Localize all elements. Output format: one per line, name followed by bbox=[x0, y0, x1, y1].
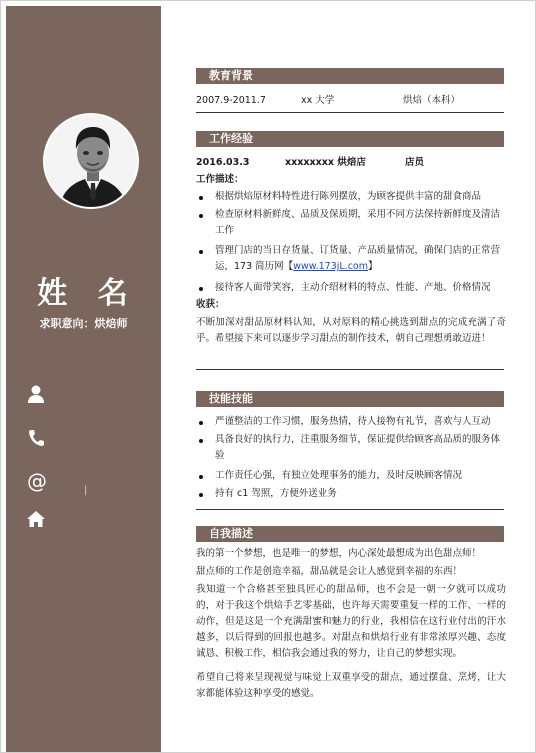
bullet-dot bbox=[199, 250, 203, 254]
bullet-dot bbox=[199, 493, 203, 497]
bullet-dot bbox=[199, 421, 203, 425]
skill-bullet-4: 持有 c1 驾照，方便外送业务 bbox=[215, 488, 337, 499]
sidebar bbox=[6, 6, 161, 752]
at-icon bbox=[26, 470, 46, 490]
work-title: 工作经验 bbox=[209, 132, 253, 145]
person-icon bbox=[26, 384, 46, 404]
skill-bullet-3: 工作责任心强，有独立处理事务的能力，及时反映顾客情况 bbox=[215, 470, 463, 481]
work-bullet-2: 检查原材料新鲜度、品质及保质期，采用不同方法保持新鲜度及清洁工作 bbox=[215, 209, 501, 236]
bullet-dot bbox=[199, 196, 203, 200]
skill-bullet-2: 具备良好的执行力，注重服务细节，保证提供给顾客高品质的服务体验 bbox=[215, 434, 501, 461]
bullet-dot bbox=[199, 475, 203, 479]
work-date: 2016.03.3 bbox=[196, 157, 250, 168]
education-title: 教育背景 bbox=[209, 69, 253, 82]
education-school: xx 大学 bbox=[301, 95, 335, 106]
work-desc-label: 工作描述： bbox=[196, 174, 244, 185]
bullet-dot bbox=[199, 287, 203, 291]
website-link[interactable]: www.173jL.com bbox=[293, 261, 368, 272]
education-date: 2007.9-2011.7 bbox=[196, 95, 266, 106]
work-company: xxxxxxxx 烘焙店 bbox=[285, 157, 366, 168]
education-header bbox=[196, 68, 504, 84]
skills-divider bbox=[196, 509, 504, 510]
about-title: 自我描述 bbox=[209, 527, 253, 540]
work-gain-label: 收获： bbox=[196, 299, 225, 310]
about-line-1: 我的第一个梦想，也是唯一的梦想，内心深处最想成为出色甜点师！ bbox=[196, 548, 482, 559]
bullet-dot bbox=[199, 214, 203, 218]
work-header bbox=[196, 131, 504, 147]
svg-text:@: @ bbox=[27, 470, 47, 492]
about-line-3: 我知道一个合格甚至独具匠心的甜品师，也不会是一朝一夕就可以成功的，对于我这个烘焙手艺零基础，也许每天需要重复一样的工作、一样的动作，但是这是一个充满甜蜜和魅力的行业，我相信在这行业付出的汗水越多，以后得到的回报也越多。对甜点和烘焙行业有非常浓厚兴趣、态度诚恳、积极工作，相信我会通过我的努力，让自己的梦想实现。 bbox=[196, 584, 506, 659]
about-header bbox=[196, 526, 504, 542]
work-bullet-4: 接待客人面带笑容，主动介绍材料的特点、性能、产地、价格情况 bbox=[215, 282, 491, 293]
skill-bullet-1: 严谨整洁的工作习惯，服务热情，待人接物有礼节，喜欢与人互动 bbox=[215, 416, 491, 427]
education-divider bbox=[196, 112, 504, 113]
education-major: 烘焙（本科） bbox=[403, 95, 461, 106]
candidate-name: 姓 名 bbox=[37, 276, 138, 311]
work-bullet-3 bbox=[215, 243, 505, 275]
work-bullet-3-text: 管理门店的当日存货量、订货量、产品质量情况，确保门店的正常营运，173 简历网【 bbox=[215, 245, 501, 272]
about-line-4: 希望自己将来呈现视觉与味觉上双重享受的甜点，通过摆盘、烹烤，让大家都能体验这种享受的感觉。 bbox=[196, 672, 506, 699]
home-icon bbox=[26, 509, 46, 529]
work-bullet-3-close: 】 bbox=[368, 261, 378, 272]
about-line-2: 甜点师的工作是创造幸福，甜品就是会让人感觉到幸福的东西！ bbox=[196, 566, 463, 577]
work-bullet-1: 根据烘焙原材料特性进行陈列摆放，为顾客提供丰富的甜食商品 bbox=[215, 191, 482, 202]
contact-email-value: | bbox=[84, 485, 88, 496]
work-divider bbox=[196, 369, 504, 370]
portrait-image bbox=[45, 115, 139, 209]
bullet-dot bbox=[199, 439, 203, 443]
phone-icon bbox=[26, 428, 46, 448]
profile-photo bbox=[43, 113, 139, 209]
skills-title: 技能技能 bbox=[209, 392, 253, 405]
skills-header bbox=[196, 391, 504, 407]
job-intent: 求职意向：烘焙师 bbox=[39, 317, 128, 330]
work-position: 店员 bbox=[405, 157, 425, 168]
work-gain-text: 不断加深对甜品原材料认知，从对原料的精心挑选到甜点的完成充满了奇乎。希望接下来可以逐步学习甜点的制作技术，朝自己理想勇敢迈进！ bbox=[196, 317, 506, 344]
